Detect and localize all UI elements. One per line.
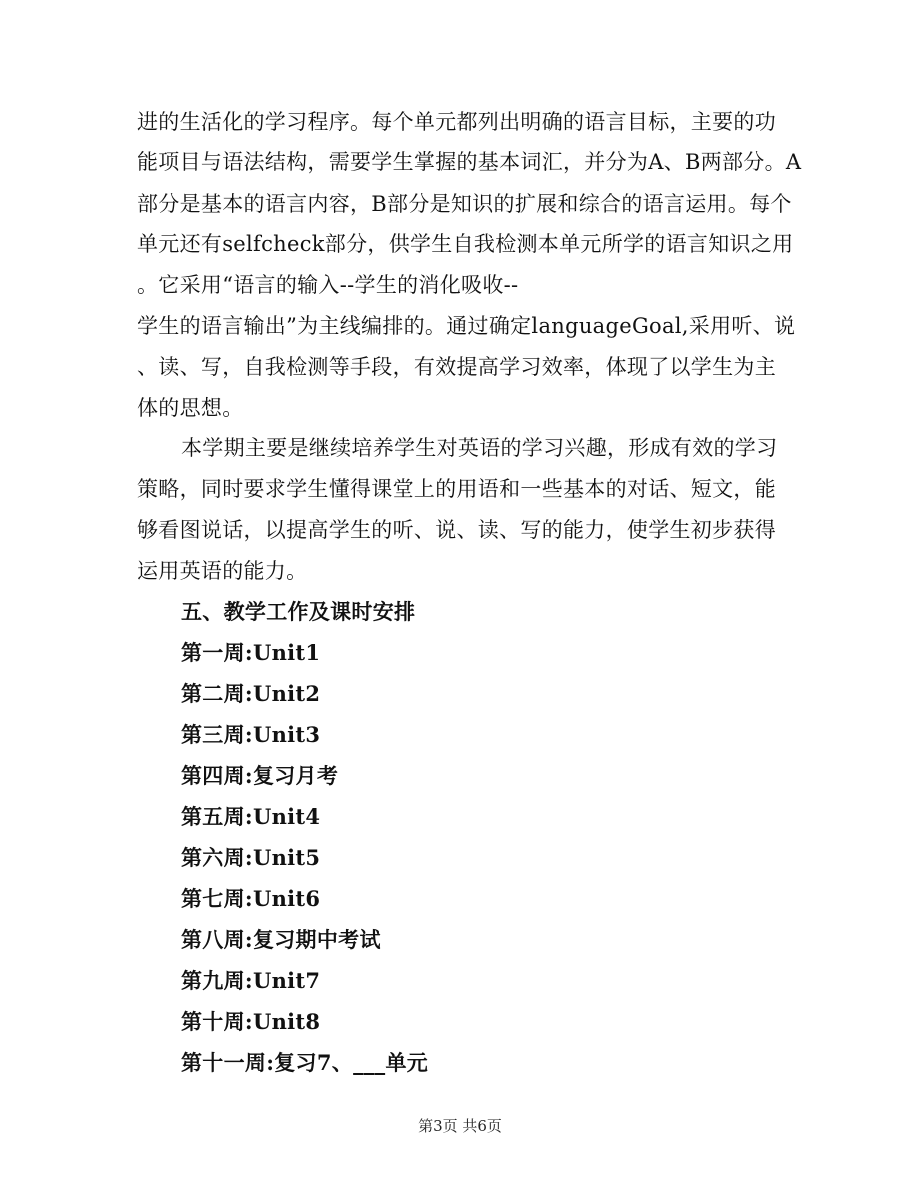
schedule-item: 第二周:Unit2 <box>181 681 321 706</box>
paragraph-line: 运用英语的能力。 <box>137 559 308 583</box>
paragraph-line: 、读、写，自我检测等手段，有效提高学习效率，体现了以学生为主 <box>137 355 776 379</box>
page-number-footer: 第3页 共6页 <box>418 1117 502 1135</box>
schedule-item: 第三周:Unit3 <box>181 722 321 747</box>
paragraph-line: 本学期主要是继续培养学生对英语的学习兴趣，形成有效的学习 <box>181 436 778 460</box>
paragraph-line: 学生的语言输出”为主线编排的。通过确定languageGoal,采用听、说 <box>137 314 796 338</box>
section-heading: 五、教学工作及课时安排 <box>181 599 416 624</box>
schedule-item: 第四周:复习月考 <box>181 763 339 788</box>
paragraph-line: 。它采用“语言的输入--学生的消化吸收-- <box>137 273 519 297</box>
paragraph-line: 进的生活化的学习程序。每个单元都列出明确的语言目标，主要的功 <box>137 110 776 134</box>
schedule-item: 第八周:复习期中考试 <box>181 927 381 952</box>
paragraph-line: 够看图说话，以提高学生的听、说、读、写的能力，使学生初步获得 <box>137 518 776 542</box>
paragraph-line: 部分是基本的语言内容，B部分是知识的扩展和综合的语言运用。每个 <box>137 192 792 216</box>
paragraph-line: 单元还有selfcheck部分，供学生自我检测本单元所学的语言知识之用 <box>137 232 794 256</box>
schedule-item: 第六周:Unit5 <box>181 845 321 870</box>
schedule-item: 第一周:Unit1 <box>181 640 321 665</box>
paragraph-line: 能项目与语法结构，需要学生掌握的基本词汇，并分为A、B两部分。A <box>137 150 802 174</box>
schedule-item: 第十周:Unit8 <box>181 1009 321 1034</box>
schedule-item: 第十一周:复习7、___单元 <box>181 1050 429 1075</box>
paragraph-line: 策略，同时要求学生懂得课堂上的用语和一些基本的对话、短文，能 <box>137 477 776 501</box>
schedule-item: 第七周:Unit6 <box>181 886 321 911</box>
paragraph-line: 体的思想。 <box>137 396 244 420</box>
schedule-item: 第五周:Unit4 <box>181 804 321 829</box>
schedule-item: 第九周:Unit7 <box>181 968 321 993</box>
